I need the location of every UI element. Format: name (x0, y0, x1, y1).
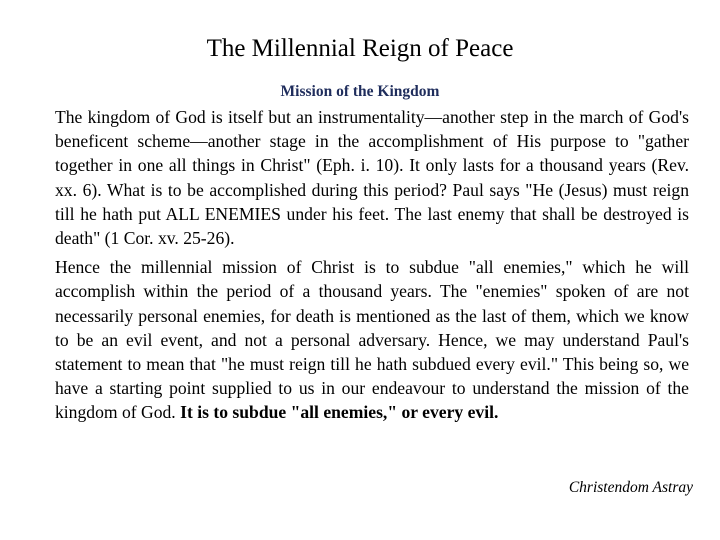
paragraph-2-text: Hence the millennial mission of Christ is to subdue "all enemies," which he will accomplish within the period of a thousand years. The "enemies" spoken of are not necessarily personal enemies, for death is mentioned as the last of them, which we know to be an evil event, and not a personal adversary. Hence, we may understand Paul's statement to mean that "he must reign till he hath subdued every evil." This being so, we have a starting point supplied to us in our endeavour to understand the mission of the kingdom of God. (55, 257, 689, 423)
emphasis-sentence: It is to subdue "all enemies," or every evil. (180, 402, 499, 423)
paragraph-2 (55, 255, 689, 424)
slide-subtitle: Mission of the Kingdom (280, 83, 440, 100)
paragraph-1: The kingdom of God is itself but an instrumentality—another step in the march of God's beneficent scheme—another stage in the accomplishment of His purpose to "gather together in one all things in Christ" (Eph. i. 10). It only lasts for a thousand years (Rev. xx. 6). What is to be accomplished during this period? Paul says "He (Jesus) must reign till he hath put ALL ENEMIES under his feet. The last enemy that shall be destroyed is death" (1 Cor. xv. 25-26). (55, 107, 689, 249)
source-attribution: Christendom Astray (568, 479, 693, 496)
body-text (55, 105, 689, 425)
slide-title: The Millennial Reign of Peace (206, 35, 514, 62)
